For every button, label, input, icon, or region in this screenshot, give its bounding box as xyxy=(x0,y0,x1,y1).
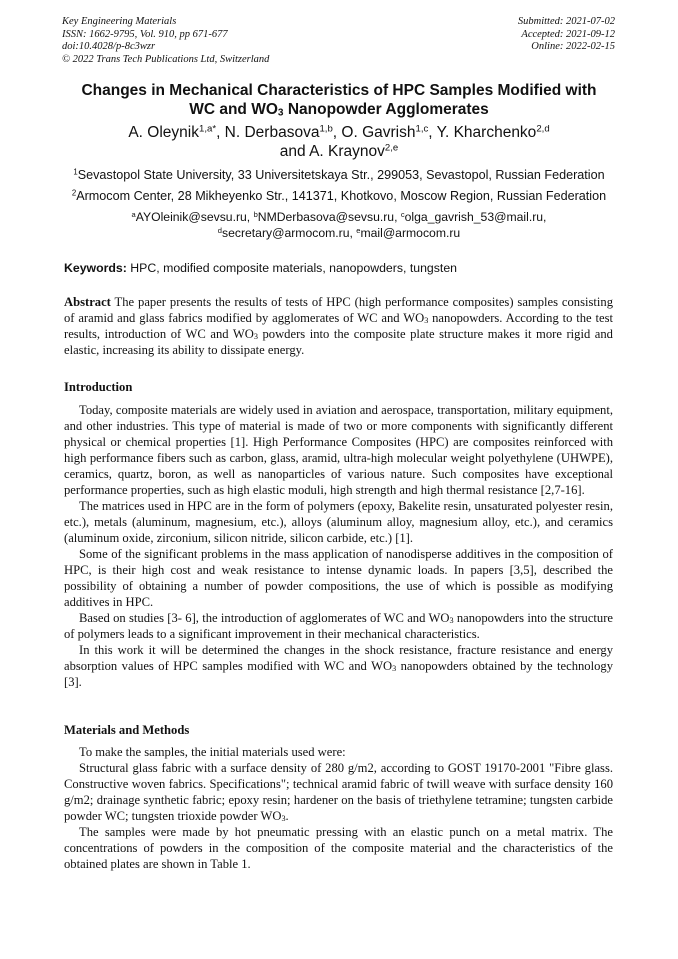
paragraph-text: . xyxy=(285,809,289,823)
email-label: a xyxy=(131,209,136,219)
email-label: c xyxy=(400,209,405,219)
doi[interactable]: doi:10.4028/p-8c3wzr xyxy=(62,41,156,52)
affiliation-1 xyxy=(20,168,658,183)
abstract-text: nanopowders. According to the test results, introduction of WC and WO xyxy=(64,311,613,341)
intro-paragraph-3: Some of the significant problems in the mass application of nanodisperse additives in the composition of HPC, is their high cost and weak resistance to intense dynamic loads. In papers [3,5], described the possibility of obtaining a number of powder compositions, the use of which is possible as modifying additives in HPC. xyxy=(64,547,613,609)
title-line-1: Changes in Mechanical Characteristics of HPC Samples Modified with xyxy=(81,82,597,99)
title-line-2 xyxy=(40,100,638,119)
copyright: © 2022 Trans Tech Publications Ltd, Switzerland xyxy=(62,53,270,65)
issn: ISSN: 1662-9795, Vol. 910, pp 671-677 xyxy=(62,28,228,40)
email-link[interactable]: secretary@armocom.ru, xyxy=(221,226,357,240)
abstract-text: powders into the composite plate structure makes it more rigid and elastic, increasing its ability to dissipate energy. xyxy=(64,327,613,357)
author-sup: 1,b xyxy=(319,123,333,135)
affiliation-number: 2 xyxy=(71,188,77,198)
author-name: , N. Derbasova xyxy=(216,124,320,141)
online-date: Online: 2022-02-15 xyxy=(531,41,615,52)
paragraph-text: In this work it will be determined the changes in the shock resistance, fracture resistance and energy absorption values of HPC samples modified with WC and WO xyxy=(64,643,613,673)
title-text: Nanopowder Agglomerates xyxy=(283,101,489,118)
intro-paragraph-4 xyxy=(64,610,613,642)
keywords xyxy=(64,261,457,276)
email-label: b xyxy=(253,209,258,219)
authors-line-2 xyxy=(40,142,638,161)
subscript: 3 xyxy=(281,814,286,824)
submitted-date: Submitted: 2021-07-02 xyxy=(517,16,615,27)
materials-methods-body xyxy=(64,744,613,872)
paragraph-text: Structural glass fabric with a surface density of 280 g/m2, according to GOST 19170-2001 "Fibre glass. Constructive woven fabrics. Specifications"; technical aramid fabric of twill weave with surface density 160 g/m2; drainage synthetic fabric; epoxy resin; hardener on the basis of triethylene tetramine; tungsten carbide powder WC; tungsten trioxide powder WO xyxy=(64,761,613,823)
abstract xyxy=(64,294,613,358)
author-sup: 2,d xyxy=(536,123,550,135)
affiliation-text: Sevastopol State University, 33 Universitetskaya Str., 299053, Sevastopol, Russian Federation xyxy=(77,168,605,182)
author-sup: 2,e xyxy=(384,142,399,154)
journal-name: Key Engineering Materials xyxy=(62,16,177,27)
publication-dates xyxy=(518,16,615,54)
intro-paragraph-5 xyxy=(64,642,613,690)
email-label: e xyxy=(356,225,361,235)
introduction-body xyxy=(64,402,613,690)
author-list xyxy=(40,123,638,161)
subscript: 3 xyxy=(449,616,454,626)
email-link[interactable]: NMDerbasova@sevsu.ru, xyxy=(257,210,401,224)
authors-line-1 xyxy=(40,123,638,142)
subscript: 3 xyxy=(253,332,258,342)
title-text: WC and WO xyxy=(189,101,278,118)
author-name: , Y. Kharchenko xyxy=(428,124,537,141)
paragraph-text: nanopowders obtained by the technology [3]. xyxy=(64,659,613,689)
mm-paragraph-2 xyxy=(64,760,613,824)
author-name: and A. Kraynov xyxy=(279,143,385,160)
author-emails xyxy=(30,209,648,241)
author-sup: 1,c xyxy=(415,123,429,135)
subscript: 3 xyxy=(392,664,397,674)
abstract-text: The paper presents the results of tests of HPC (high performance composites) samples consisting of aramid and glass fabrics modified by agglomerates of WC and WO xyxy=(64,295,613,325)
email-link[interactable]: AYOleinik@sevsu.ru, xyxy=(135,210,254,224)
email-link[interactable]: olga_gavrish_53@mail.ru, xyxy=(404,210,547,224)
emails-line-1 xyxy=(30,209,648,225)
abstract-label: Abstract xyxy=(64,295,111,309)
materials-methods-heading: Materials and Methods xyxy=(64,723,190,737)
paragraph-text: nanopowders into the structure of polymers leads to a significant improvement in their mechanical characteristics. xyxy=(64,611,613,641)
paragraph-text: Based on studies [3- 6], the introduction of agglomerates of WC and WO xyxy=(79,611,450,625)
intro-paragraph-1: Today, composite materials are widely used in aviation and aerospace, transportation, military equipment, and other industries. This type of material is made of two or more components with significantly different physical or chemical properties [1]. High Performance Composites (HPC) are composites reinforced with high performance fibers such as carbon, glass, aramid, ultra-high molecular weight polyethylene (UHWPE), ceramics, quartz, boron, as well as nanoparticles of various nature. Such composites have exceptional performance properties, such as high elastic moduli, high strength and high thermal resistance [2,7-16]. xyxy=(64,403,613,497)
email-link[interactable]: mail@armocom.ru xyxy=(360,226,461,240)
affiliation-text: Armocom Center, 28 Mikheyenko Str., 141371, Khotkovo, Moscow Region, Russian Federation xyxy=(76,189,607,203)
accepted-date: Accepted: 2021-09-12 xyxy=(521,28,615,40)
abstract-paragraph xyxy=(64,294,613,358)
mm-paragraph-3: The samples were made by hot pneumatic pressing with an elastic punch on a metal matrix. The concentrations of powders in the composition of the composite material and the characteristics of the obtained plates are shown in Table 1. xyxy=(64,825,613,871)
journal-info xyxy=(62,16,269,66)
author-sup: 1,a* xyxy=(198,123,217,135)
author-name: , O. Gavrish xyxy=(332,124,416,141)
email-label: d xyxy=(217,225,222,235)
affiliation-number: 1 xyxy=(73,167,78,177)
title-subscript: 3 xyxy=(277,107,284,119)
paper-title xyxy=(40,81,638,119)
emails-line-2 xyxy=(30,225,648,241)
affiliation-2 xyxy=(20,189,658,204)
keywords-text: HPC, modified composite materials, nanopowders, tungsten xyxy=(126,261,458,275)
keywords-label: Keywords: xyxy=(64,261,127,275)
intro-paragraph-2: The matrices used in HPC are in the form of polymers (epoxy, Bakelite resin, unsaturated polyester resin, etc.), metals (aluminum, magnesium, etc.), alloys (aluminum alloy, magnesium alloy, etc.), and ceramics (aluminum oxide, zirconium, silicon nitride, silicon carbide, etc.) [1]. xyxy=(64,499,613,545)
author-name: A. Oleynik xyxy=(128,124,199,141)
subscript: 3 xyxy=(424,316,429,326)
introduction-heading: Introduction xyxy=(64,380,133,394)
mm-paragraph-1: To make the samples, the initial materials used were: xyxy=(79,745,346,759)
